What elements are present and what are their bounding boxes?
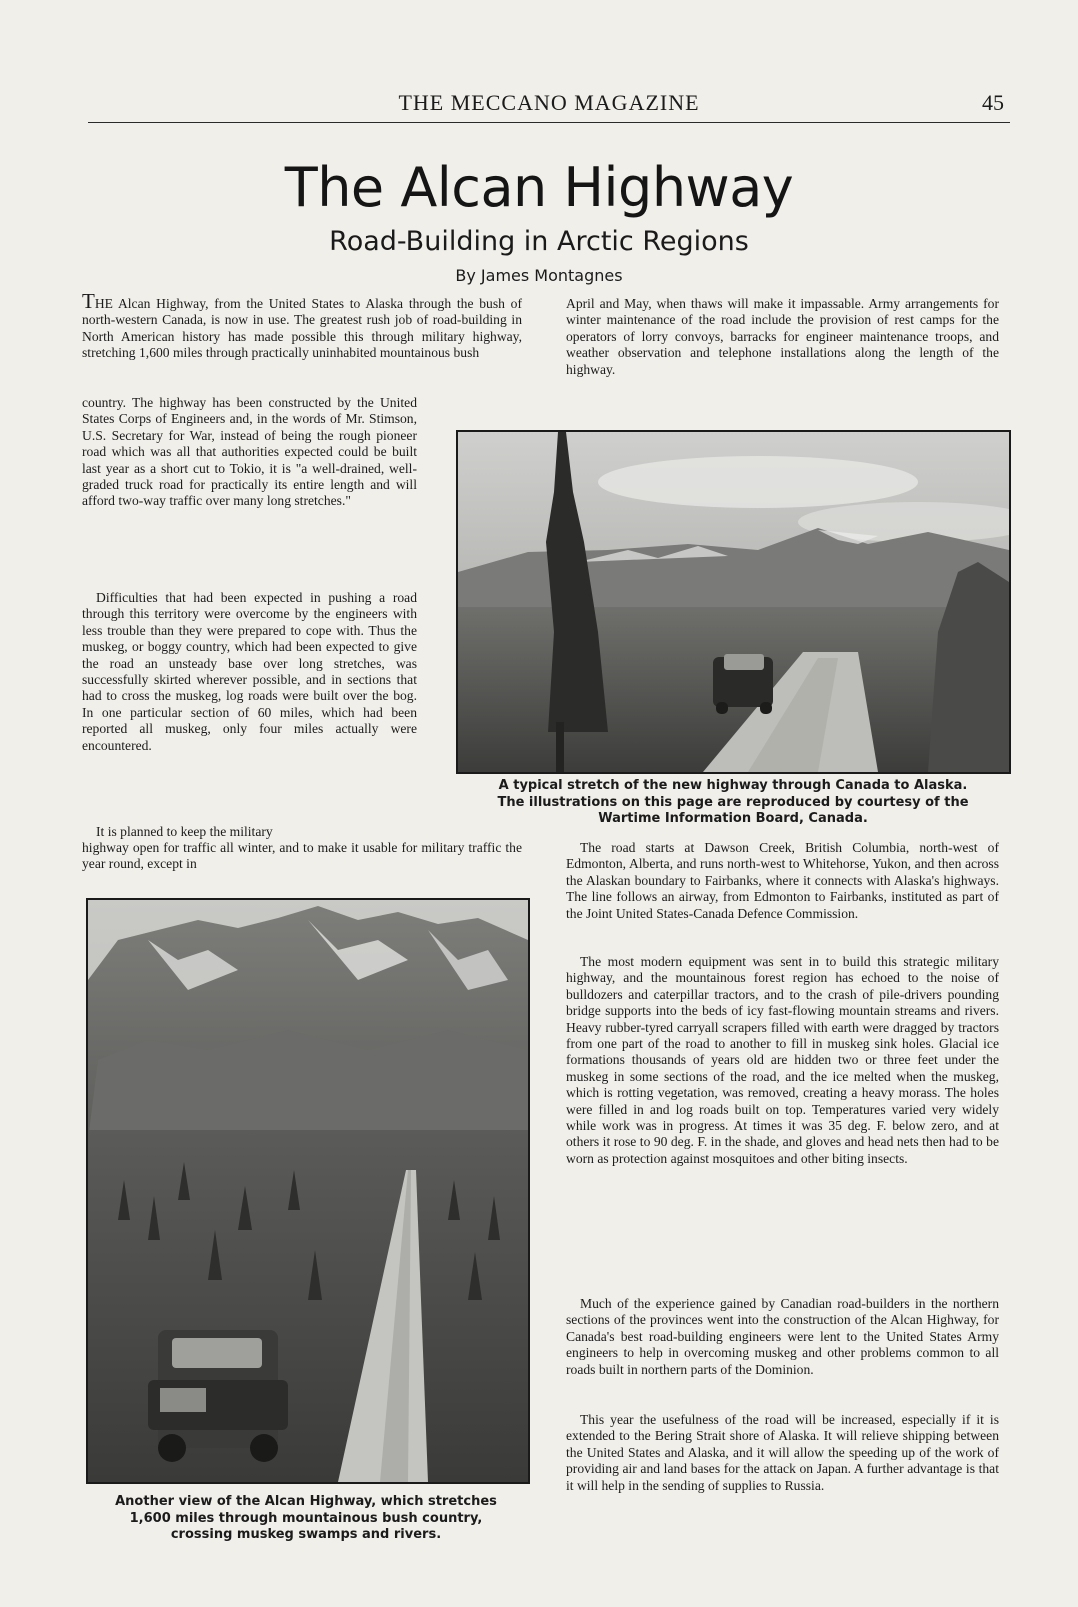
body-text: Much of the experience gained by Canadian road-builders in the northern sections of the provinces went into the construction of the Alcan Highway, for Canada's best road-building engineers were lent to the United States Army engineers to help in overcoming muskeg and other problems common to all roads built in northern parts of the Dominion. [566, 1296, 999, 1377]
magazine-name: THE MECCANO MAGAZINE [398, 90, 700, 115]
body-paragraph-1-continued [82, 395, 417, 510]
drop-cap: T [82, 289, 95, 313]
caption-line: crossing muskeg swamps and rivers. [170, 1527, 442, 1542]
photo-caption-1 [450, 778, 1016, 828]
body-text: April and May, when thaws will make it impassable. Army arrangements for winter maintenance of the road include the provision of rest camps for the operators of lorry convoys, barracks for engineer maintenance troops, and weather observation and telephone installations along the length of the highway. [566, 296, 999, 377]
body-paragraph-3 [82, 824, 417, 840]
body-text: This year the usefulness of the road will be increased, especially if it is extended to the Bering Strait shore of Alaska. It will relieve shipping between the United States and Alaska, and it will allow the speeding up of the work of providing air and land bases for the attack on Japan. A further advantage is that it will help in the sending of supplies to Russia. [566, 1412, 999, 1493]
caption-line: Wartime Information Board, Canada. [598, 811, 868, 826]
body-paragraph-1 [82, 289, 522, 362]
body-paragraph-3-continued [82, 840, 522, 873]
caption-line: A typical stretch of the new highway through Canada to Alaska. [498, 778, 968, 793]
body-text: Difficulties that had been expected in pushing a road through this territory were overcome by the engineers with less trouble than they were prepared to cope with. Thus the muskeg, or boggy country, which had been expected to give the road an unsteady base over long stretches, was successfully skirted wherever possible, and in sections that had to cross the muskeg, log roads were built over the bog. In one particular section of 60 miles, which had been reported all muskeg, only four miles actually were encountered. [82, 590, 417, 753]
page-number: 45 [982, 90, 1004, 115]
photo-alcan-highway-view [86, 898, 530, 1484]
body-text: The road starts at Dawson Creek, British Columbia, north-west of Edmonton, Alberta, and runs north-west to Whitehorse, Yukon, and then across the Alaskan boundary to Fairbanks, where it connects with Alaska's highways. The line follows an airway, from Edmonton to Fairbanks, instituted as part of the Joint United States-Canada Defence Commission. [566, 840, 999, 921]
body-paragraph-2 [82, 590, 417, 754]
body-paragraph-right-3 [566, 954, 999, 1167]
article-subtitle: Road-Building in Arctic Regions [329, 226, 749, 257]
caption-line: Another view of the Alcan Highway, which stretches [115, 1494, 497, 1509]
body-paragraph-right-1 [566, 296, 999, 378]
photo-image [88, 900, 528, 1482]
body-text: highway open for traffic all winter, and to make it usable for military traffic the year round, except in [82, 840, 522, 872]
body-paragraph-right-2 [566, 840, 999, 922]
body-paragraph-right-5 [566, 1412, 999, 1494]
photo-highway-stretch [456, 430, 1011, 774]
body-text: It is planned to keep the military [96, 824, 273, 839]
body-text: country. The highway has been constructed by the United States Corps of Engineers and, in the words of Mr. Stimson, U.S. Secretary for War, instead of being the rough pioneer road which was all that authorities expected could be built last year as a short cut to Tokio, it is "a well-drained, well-graded truck road for practically its entire length and will afford two-way traffic over many long stretches." [82, 395, 417, 509]
running-head [88, 88, 1010, 123]
body-text: The most modern equipment was sent in to build this strategic military highway, and the mountainous forest region has echoed to the noise of bulldozers and caterpillar tractors, and to the crash of pile-drivers pounding bridge supports into the beds of icy fast-flowing mountain streams and rivers. Heavy rubber-tyred carryall scrapers filled with earth were dragged by tractors from one part of the road to another to fill in muskeg sink holes. Glacial ice formations thousands of years old are hidden two or three feet under the muskeg in some sections of the road, and the ice melted when the muskeg, which is rotting vegetation, was removed, creating a heavy morass. The holes were filled in and log roads built on top. Temperatures varied very widely while work was in progress. At times it was 35 deg. F. below zero, and at others it rose to 90 deg. F. in the shade, and gloves and head nets then had to be worn as protection against mosquitoes and other biting insects. [566, 954, 999, 1166]
caption-line: The illustrations on this page are reproduced by courtesy of the [497, 794, 969, 810]
body-paragraph-right-4 [566, 1296, 999, 1378]
photo-caption-2 [80, 1494, 532, 1544]
article-title: The Alcan Highway [284, 156, 794, 219]
caption-line: 1,600 miles through mountainous bush country, [129, 1510, 483, 1526]
body-text: HE Alcan Highway, from the United States to Alaska through the bush of north-western Canada, is now in use. The greatest rush job of road-building in North American history has made possible this through military highway, stretching 1,600 miles through practically uninhabited mountainous bush [82, 296, 522, 361]
byline: By James Montagnes [455, 266, 623, 285]
photo-image [458, 432, 1009, 772]
